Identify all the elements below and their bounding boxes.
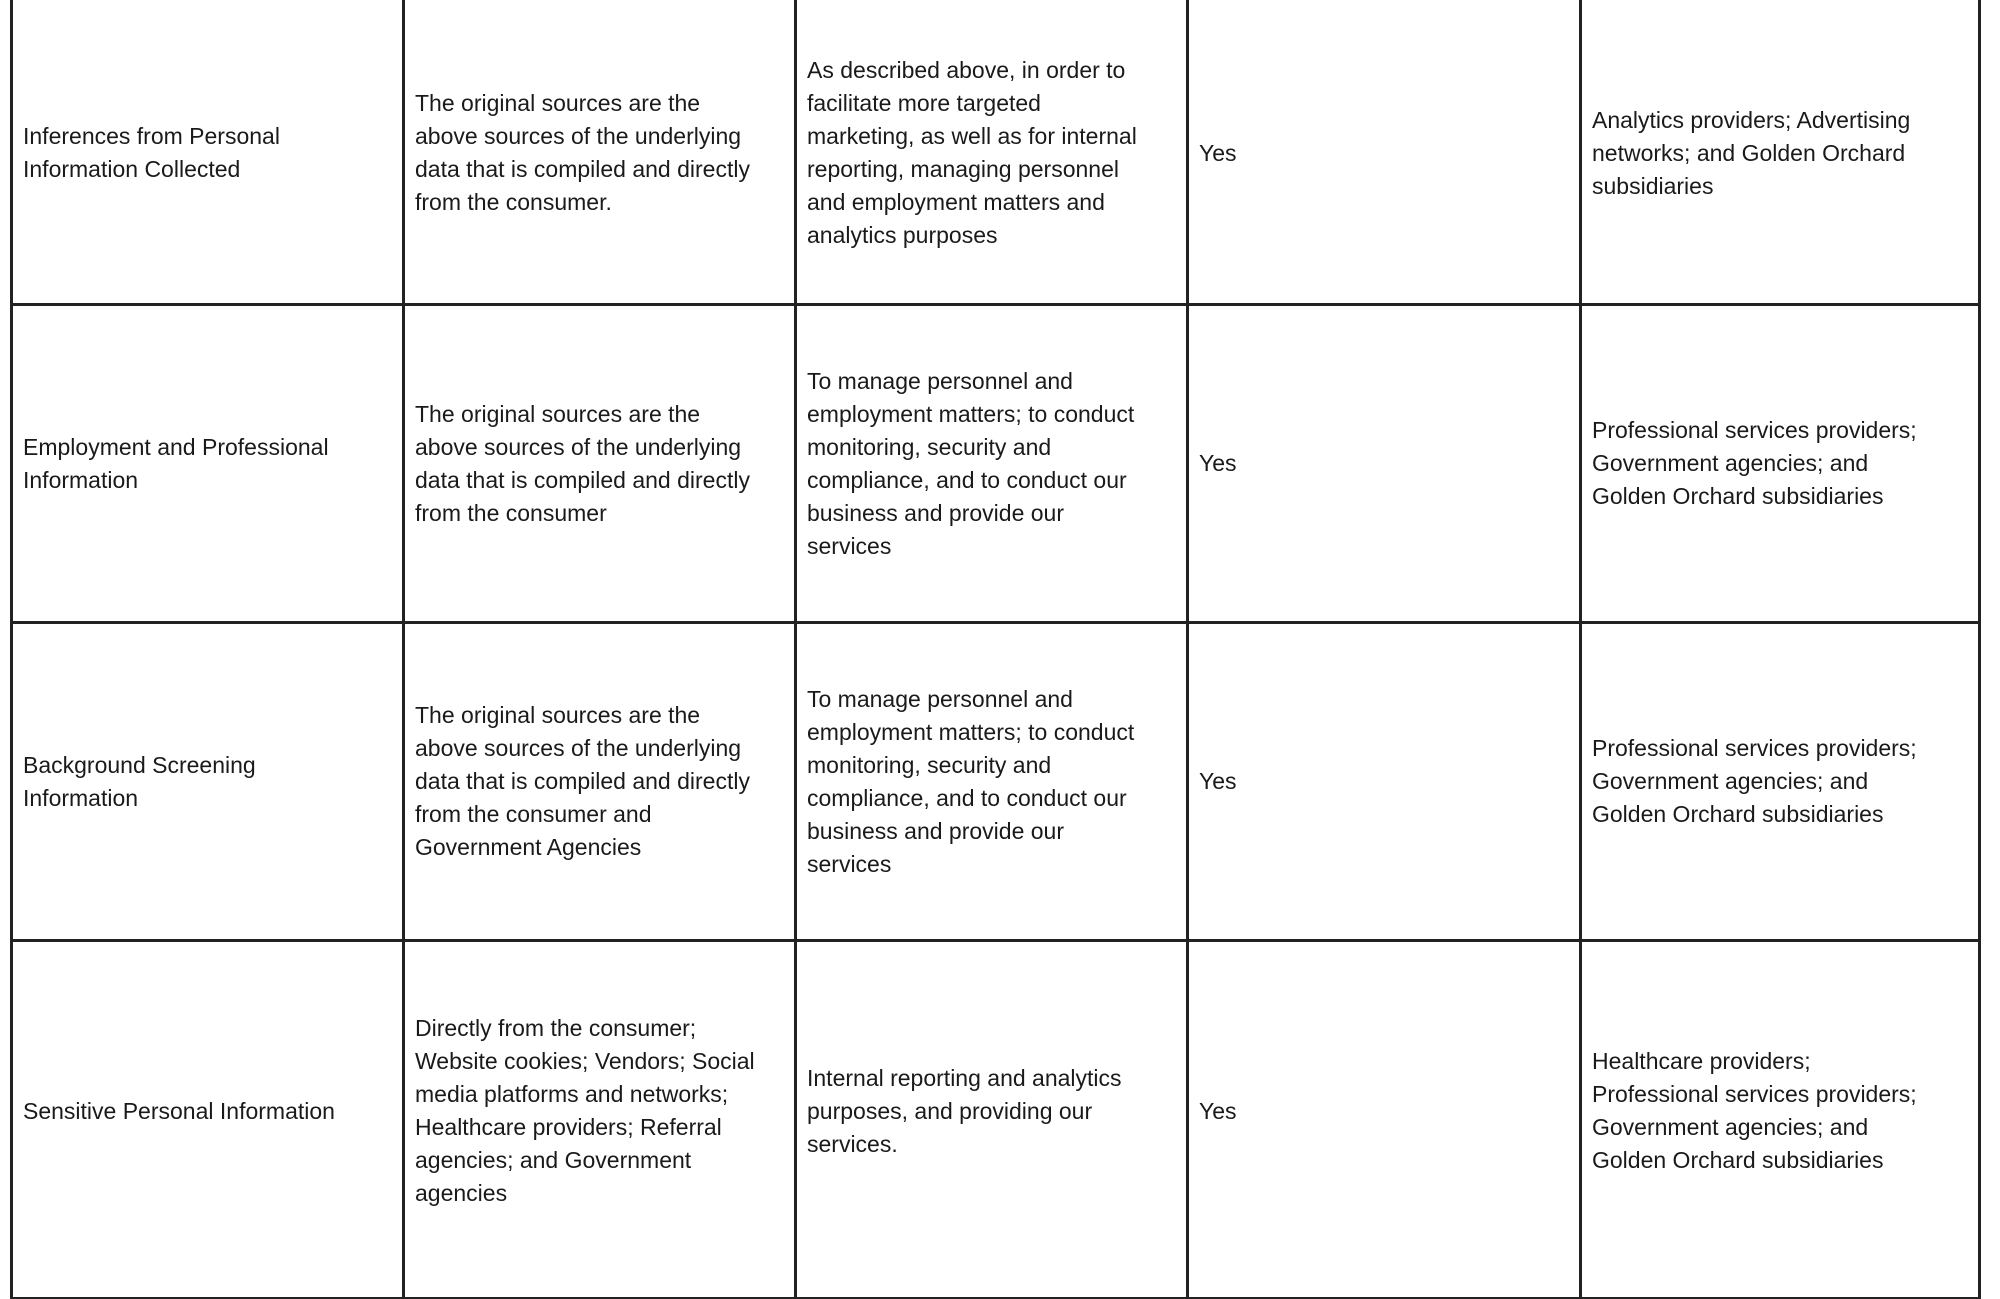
recipients-cell [1581,623,1980,941]
privacy-disclosure-table-container [10,0,1978,1296]
table-row [12,305,1980,623]
purposes-text: As described above, in order to facilitate more targeted marketing, as well as for internal reporting, managing personnel and employment matters and analytics purposes [807,57,1137,248]
sources-text: The original sources are the above sources of the underlying data that is compiled and directly from the consumer. [415,90,750,215]
category-cell [12,623,404,941]
recipients-cell [1581,941,1980,1298]
sources-text: The original sources are the above sources of the underlying data that is compiled and directly from the consumer [415,400,750,526]
sources-cell [404,0,796,305]
category-cell [12,941,404,1298]
privacy-disclosure-table [10,0,1981,1299]
disclosed-cell [1188,941,1581,1298]
disclosed-text: Yes [1199,768,1237,794]
sources-cell [404,941,796,1298]
disclosed-text: Yes [1199,139,1237,166]
disclosed-cell [1188,0,1581,305]
disclosed-cell [1188,305,1581,623]
recipients-text: Professional services providers; Government agencies; and Golden Orchard subsidiaries [1592,417,1917,509]
purposes-cell [796,623,1188,941]
table-row [12,0,1980,305]
table-row [12,941,1980,1298]
category-text: Inferences from Personal Information Collected [23,123,280,182]
sources-text: The original sources are the above sources of the underlying data that is compiled and directly from the consumer and Government Agencies [415,702,750,860]
disclosed-text: Yes [1199,1097,1237,1124]
disclosed-cell [1188,623,1581,941]
sources-text: Directly from the consumer; Website cookies; Vendors; Social media platforms and networks; Healthcare providers; Referral agencies; and Government agencies [415,1015,755,1207]
purposes-cell [796,305,1188,623]
recipients-text: Professional services providers; Government agencies; and Golden Orchard subsidiaries [1592,735,1917,827]
purposes-text: To manage personnel and employment matters; to conduct monitoring, security and compliance, and to conduct our business and provide our services [807,685,1135,877]
category-text: Sensitive Personal Information [23,1097,335,1124]
category-cell [12,0,404,305]
recipients-text: Healthcare providers; Professional services providers; Government agencies; and Golden Orchard subsidiaries [1592,1048,1917,1174]
recipients-cell [1581,305,1980,623]
purposes-text: Internal reporting and analytics purposes, and providing our services. [807,1064,1122,1157]
purposes-cell [796,0,1188,305]
purposes-cell [796,941,1188,1298]
sources-cell [404,623,796,941]
disclosed-text: Yes [1199,450,1237,476]
sources-cell [404,305,796,623]
purposes-text: To manage personnel and employment matters; to conduct monitoring, security and compliance, and to conduct our business and provide our services [807,367,1135,559]
recipients-text: Analytics providers; Advertising networks; and Golden Orchard subsidiaries [1592,106,1911,199]
recipients-cell [1581,0,1980,305]
category-text: Background Screening Information [23,751,256,811]
category-text: Employment and Professional Information [23,433,329,493]
table-row [12,623,1980,941]
category-cell [12,305,404,623]
